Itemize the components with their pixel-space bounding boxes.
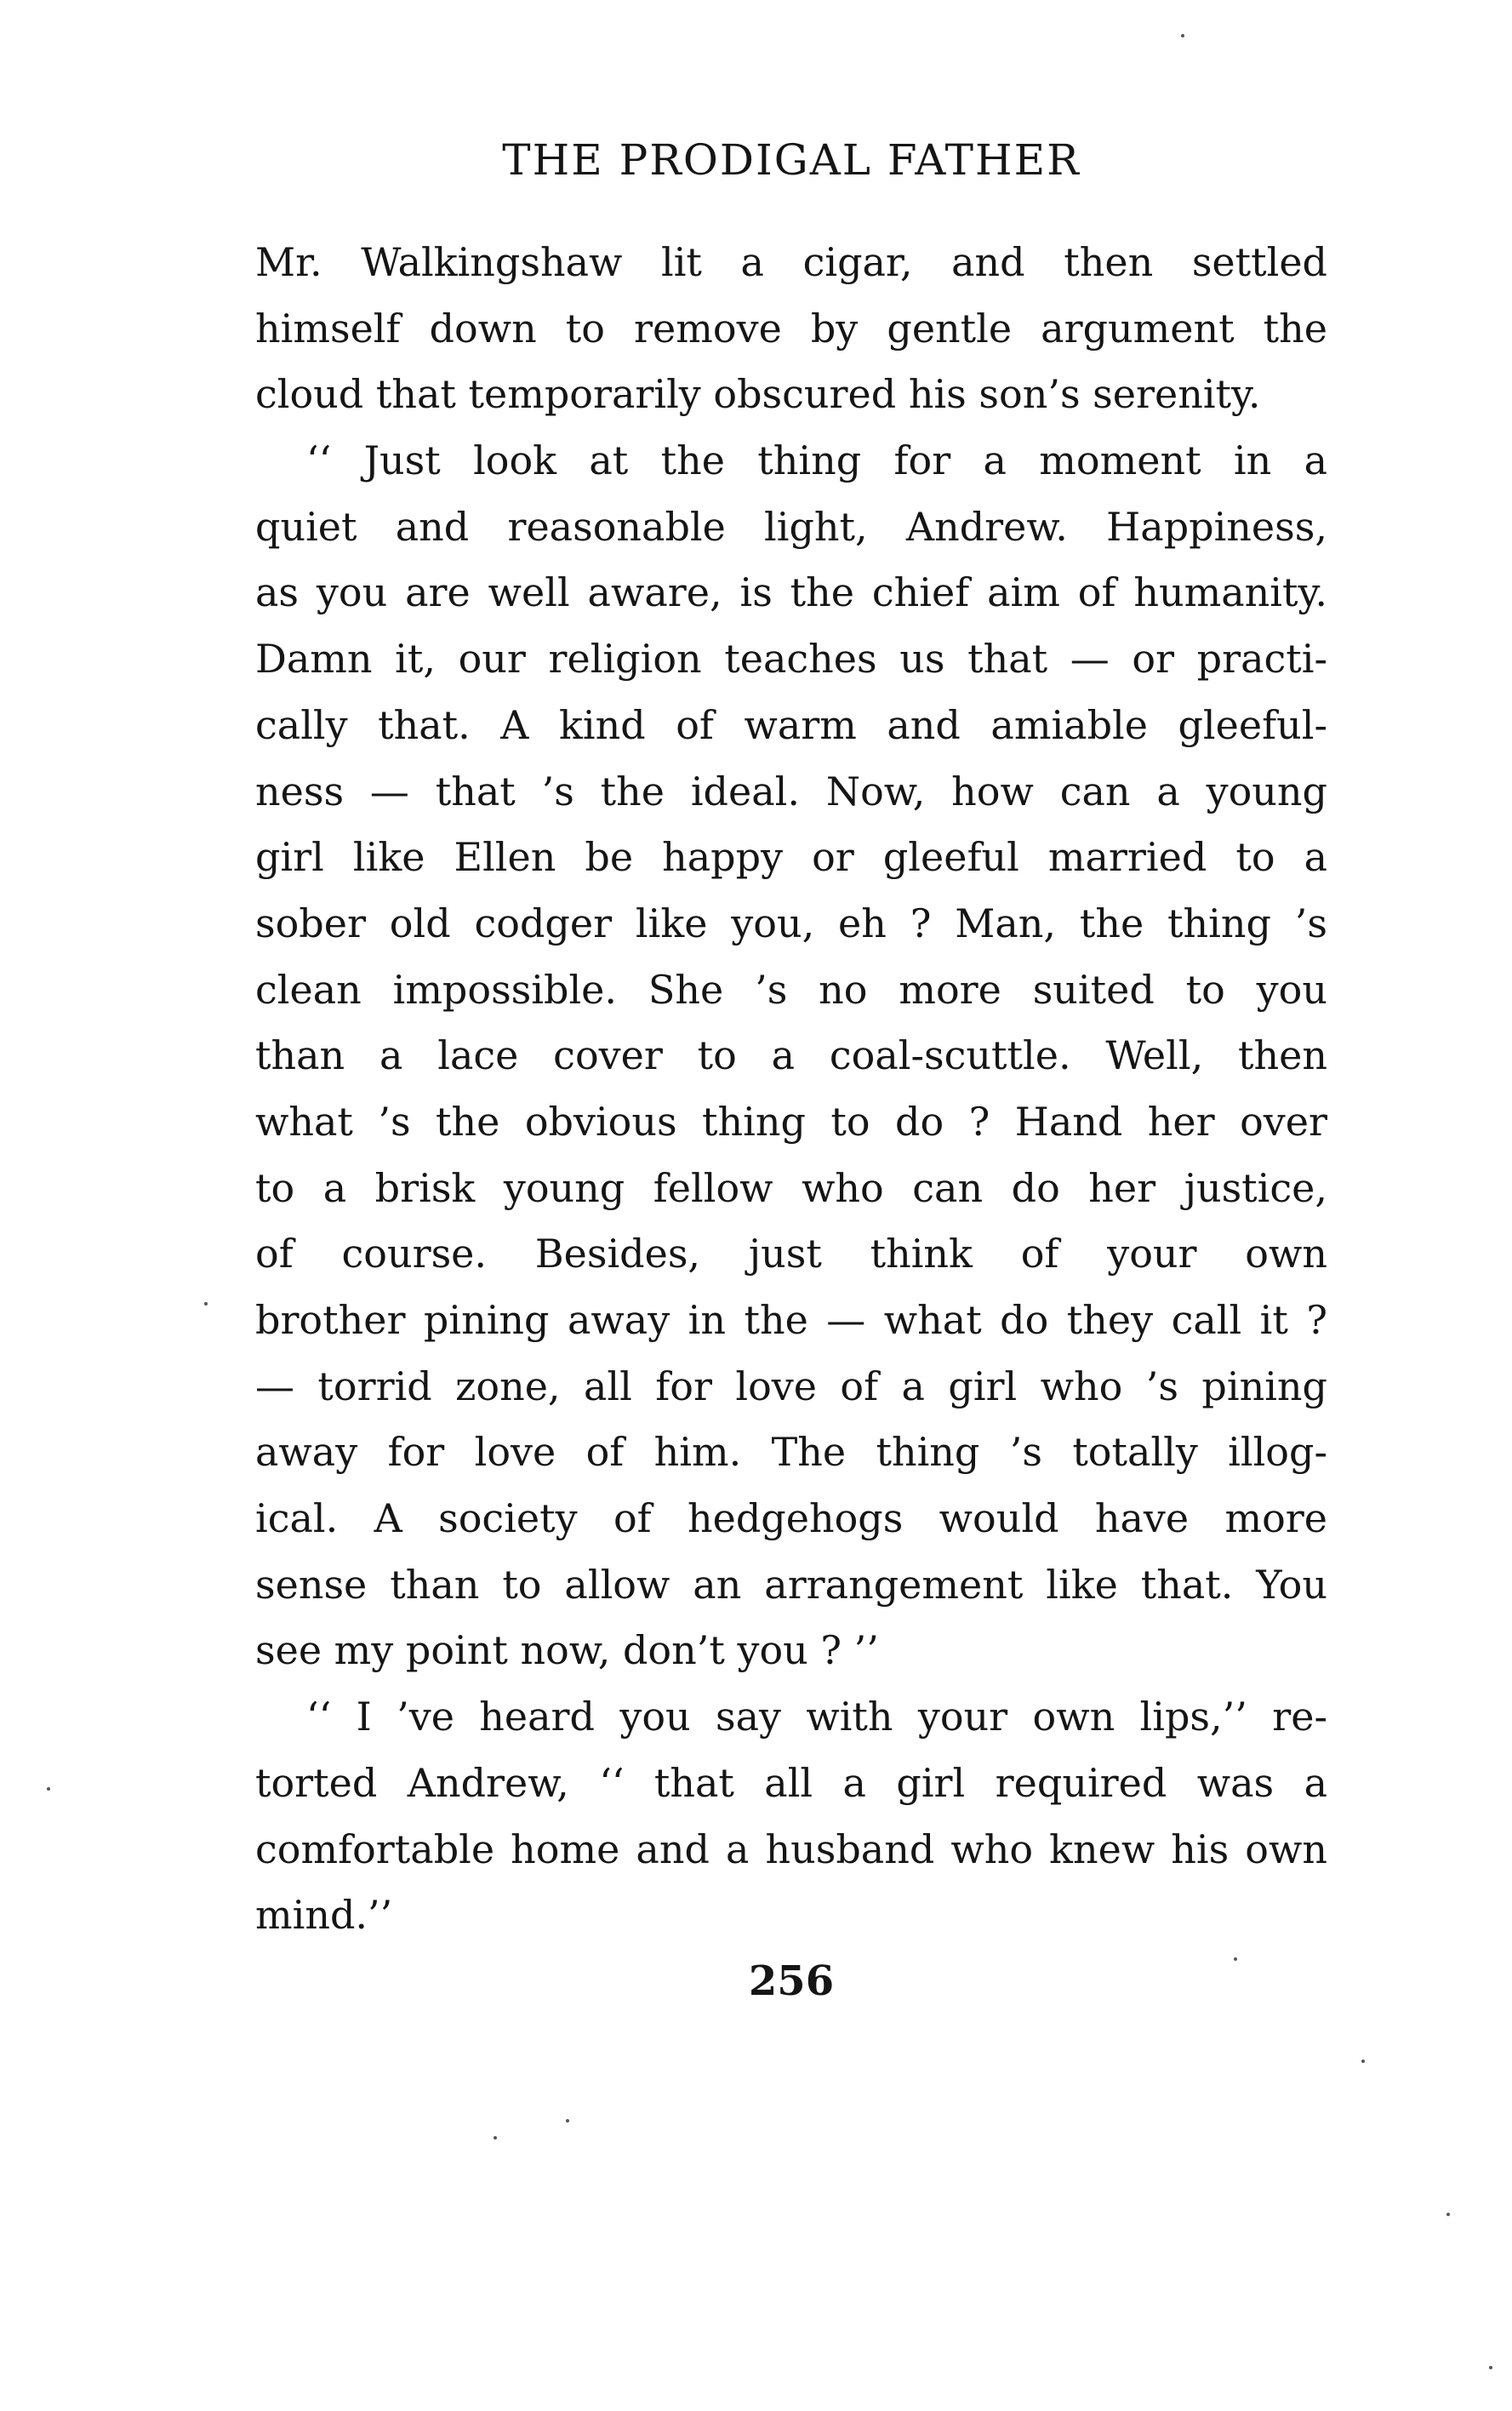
text-line: torted Andrew, ‘‘ that all a girl required was a	[255, 1759, 1327, 1806]
body-text	[255, 230, 1327, 1949]
text-line: away for love of him. The thing ’s totally illog-	[255, 1429, 1327, 1476]
text-line: ‘‘ I ’ve heard you say with your own lips,’’ re-	[306, 1694, 1327, 1740]
text-line: sense than to allow an arrangement like that. You	[255, 1561, 1327, 1608]
text-line: brother pining away in the — what do they call it ?	[255, 1297, 1327, 1343]
text-line: cloud that temporarily obscured his son’s serenity.	[255, 371, 1261, 418]
page-number: 256	[748, 1957, 835, 2005]
text-line: quiet and reasonable light, Andrew. Happiness,	[255, 503, 1327, 550]
text-line: than a lace cover to a coal-scuttle. Well, then	[255, 1032, 1327, 1079]
text-line: clean impossible. She ’s no more suited to you	[255, 966, 1327, 1013]
running-head: THE PRODIGAL FATHER	[502, 135, 1081, 185]
text-line: as you are well aware, is the chief aim of humanity.	[255, 569, 1327, 616]
scan-speck	[1446, 2213, 1450, 2216]
text-line: of course. Besides, just think of your own	[255, 1231, 1327, 1277]
text-line: ness — that ’s the ideal. Now, how can a young	[255, 768, 1327, 814]
text-line: girl like Ellen be happy or gleeful married to a	[255, 834, 1327, 881]
scan-speck	[1361, 2060, 1365, 2063]
scan-speck	[1489, 2366, 1492, 2369]
text-line: what ’s the obvious thing to do ? Hand her over	[255, 1098, 1327, 1145]
scan-speck	[566, 2119, 569, 2122]
text-line: comfortable home and a husband who knew his own	[255, 1825, 1327, 1872]
text-line: mind.’’	[255, 1892, 393, 1939]
text-line: to a brisk young fellow who can do her justice,	[255, 1164, 1327, 1211]
text-line: Mr. Walkingshaw lit a cigar, and then settled	[255, 239, 1327, 285]
scan-speck	[494, 2136, 497, 2140]
scan-speck	[1234, 1957, 1237, 1961]
text-line: — torrid zone, all for love of a girl who ’s pining	[255, 1363, 1327, 1409]
text-line: himself down to remove by gentle argument the	[255, 305, 1327, 351]
text-line: Damn it, our religion teaches us that — or practi-	[255, 636, 1327, 683]
scan-speck	[1181, 34, 1184, 37]
text-line: cally that. A kind of warm and amiable gleeful-	[255, 701, 1327, 748]
text-line: ical. A society of hedgehogs would have more	[255, 1495, 1327, 1542]
scan-speck	[47, 1787, 50, 1791]
text-line: see my point now, don’t you ? ’’	[255, 1627, 879, 1674]
text-line: ‘‘ Just look at the thing for a moment in a	[306, 437, 1327, 484]
scan-speck	[204, 1302, 208, 1305]
text-line: sober old codger like you, eh ? Man, the thing ’s	[255, 900, 1327, 946]
